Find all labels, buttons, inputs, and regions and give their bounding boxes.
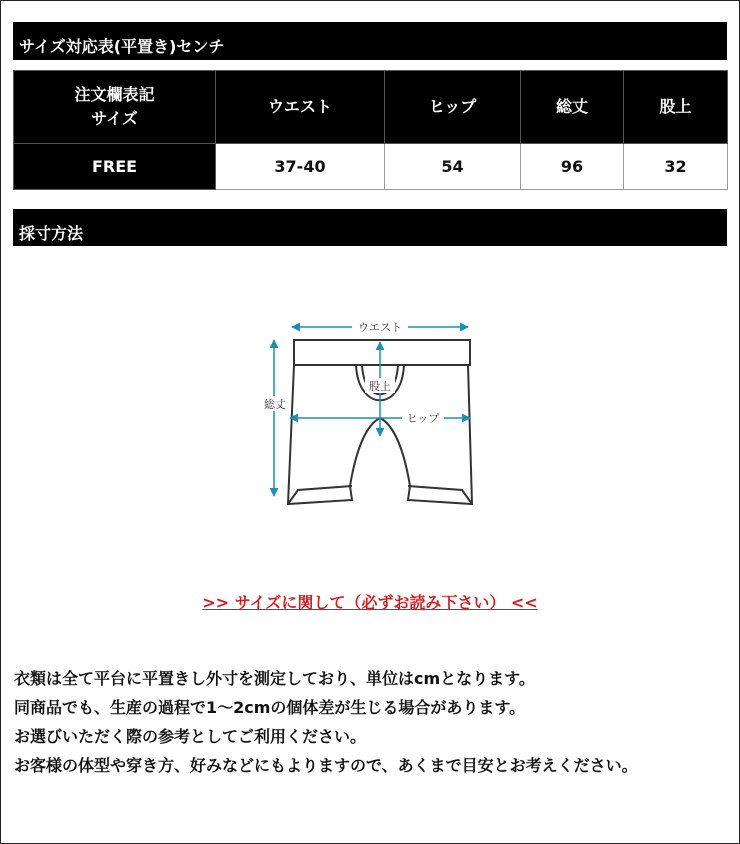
table-header-row [14,71,728,144]
measurement-diagram [252,300,488,520]
measurement-method-title: 採寸方法 [13,209,727,246]
hip-label: ヒップ [406,412,440,425]
order-size-header-line1: 注文欄表記 [74,85,155,104]
notes-list [14,664,730,780]
value-cell-length: 96 [521,144,624,190]
column-header-rise: 股上 [624,71,728,144]
size-cell: FREE [14,144,216,190]
rise-label: 股上 [369,380,391,393]
waistband-shape [294,340,470,365]
length-label: 総丈 [264,398,286,411]
column-header-waist: ウエスト [216,71,385,144]
note-line: 同商品でも、生産の過程で1～2cmの個体差が生じる場合があります。 [14,698,526,717]
table-row [14,144,728,190]
size-table [13,70,728,190]
column-header-length: 総丈 [521,71,624,144]
value-cell-waist: 37-40 [216,144,385,190]
note-line: 衣類は全て平台に平置きし外寸を測定しており、単位はcmとなります。 [14,669,535,688]
value-cell-hip: 54 [385,144,521,190]
size-notice-link[interactable]: >> サイズに関して（必ずお読み下さい） << [202,593,538,612]
value-cell-rise: 32 [624,144,728,190]
size-chart-title: サイズ対応表(平置き)センチ [13,22,727,60]
note-line: お客様の体型や穿き方、好みなどにもよりますので、あくまで目安とお考えください。 [14,756,638,775]
note-line: お選びいただく際の参考としてご利用ください。 [14,727,367,746]
column-header-hip: ヒップ [385,71,521,144]
waist-label: ウエスト [358,321,402,334]
order-size-header [14,71,216,144]
order-size-header-line2: サイズ [91,109,138,128]
